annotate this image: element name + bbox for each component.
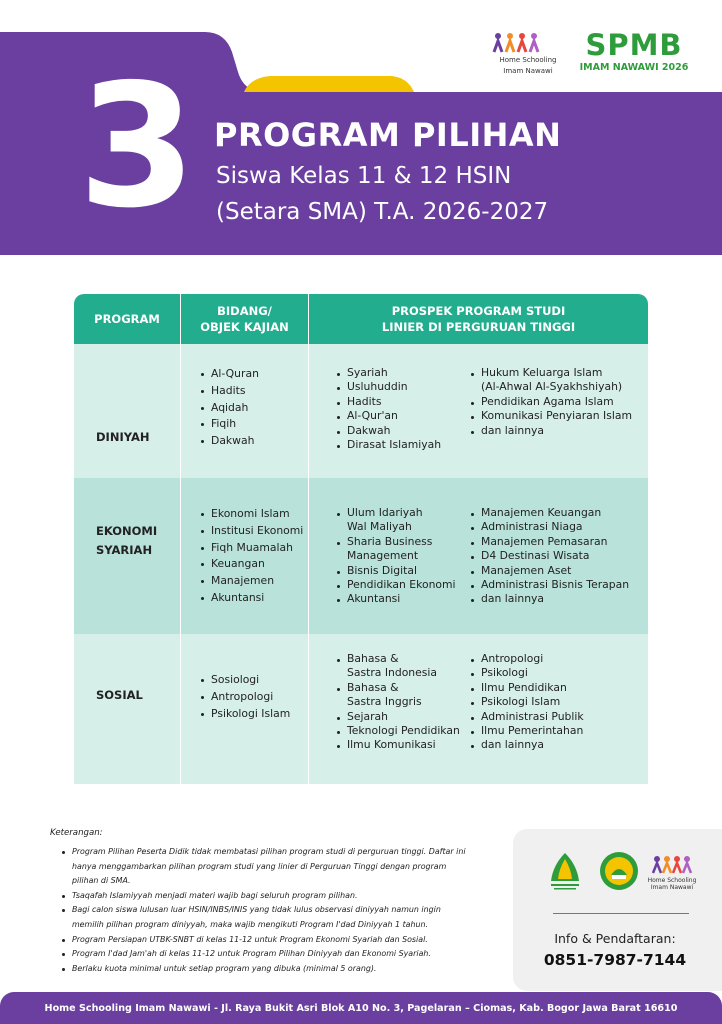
table-header bbox=[74, 294, 648, 344]
prospek-cell bbox=[309, 344, 648, 478]
list-item: Manajemen Pemasaran bbox=[471, 535, 629, 549]
header-prospek-line-1: PROSPEK PROGRAM STUDI bbox=[391, 304, 566, 318]
prospek-cell bbox=[309, 634, 648, 784]
header-bidang-line-1: BIDANG/ bbox=[217, 304, 272, 318]
program-table bbox=[74, 294, 648, 784]
note-item: Program Pilihan Peserta Didik tidak membatasi pilihan program studi di perguruan tinggi. Daftar ini hanya menggambarkan pilihan program studi yang linier di Perguruan Tinggi dengan program pilihan di SMA. bbox=[50, 845, 470, 889]
list-item: Psikologi Islam bbox=[471, 695, 584, 709]
home-schooling-logo bbox=[492, 32, 564, 76]
bidang-list bbox=[201, 366, 308, 450]
list-item: Sharia Business bbox=[337, 535, 471, 549]
list-item: Komunikasi Penyiaran Islam bbox=[471, 409, 632, 423]
list-item: Administrasi Publik bbox=[471, 710, 584, 724]
emblem-logo bbox=[600, 852, 638, 890]
list-item: dan lainnya bbox=[471, 592, 629, 606]
program-name-line-2: SYARIAH bbox=[96, 543, 153, 557]
page-subtitle bbox=[216, 158, 548, 230]
list-item: Ekonomi Islam bbox=[201, 506, 308, 523]
list-item: Syariah bbox=[337, 366, 471, 380]
list-item: Pendidikan Agama Islam bbox=[471, 395, 632, 409]
list-item: Antropologi bbox=[471, 652, 584, 666]
note-item: Program Persiapan UTBK-SNBT di kelas 11-12 untuk Program Ekonomi Syariah dan Sosial. bbox=[50, 933, 470, 948]
list-item: Pendidikan Ekonomi bbox=[337, 578, 471, 592]
header-program: PROGRAM bbox=[74, 294, 181, 344]
page-title: PROGRAM PILIHAN bbox=[214, 116, 562, 154]
list-item: Wal Maliyah bbox=[347, 520, 412, 534]
header-bidang bbox=[181, 294, 309, 344]
notes-label: Keterangan: bbox=[50, 828, 103, 838]
list-item: (Al-Ahwal Al-Syakhshiyah) bbox=[481, 380, 623, 394]
prospek-cell bbox=[309, 478, 648, 634]
subtitle-line-2: (Setara SMA) T.A. 2026-2027 bbox=[216, 199, 549, 225]
subtitle-line-1: Siswa Kelas 11 & 12 HSIN bbox=[216, 163, 512, 189]
program-name: SOSIAL bbox=[96, 688, 143, 702]
list-item: Sastra Inggris bbox=[347, 695, 422, 709]
bidang-cell bbox=[181, 634, 309, 784]
program-name-line-1: EKONOMI bbox=[96, 524, 158, 538]
list-item: Psikologi Islam bbox=[201, 706, 308, 723]
list-item: Al-Qur'an bbox=[337, 409, 471, 423]
list-item: Administrasi Niaga bbox=[471, 520, 629, 534]
list-item: Usluhuddin bbox=[337, 380, 471, 394]
list-item: D4 Destinasi Wisata bbox=[471, 549, 629, 563]
notes-list bbox=[50, 845, 470, 976]
big-number: 3 bbox=[78, 48, 197, 246]
people-icon bbox=[492, 32, 540, 54]
list-item: dan lainnya bbox=[471, 738, 584, 752]
spmb-caption: IMAM NAWAWI 2026 bbox=[579, 62, 689, 73]
bidang-list bbox=[201, 672, 308, 722]
list-item: Manajemen Aset bbox=[471, 564, 629, 578]
list-item: Dirasat Islamiyah bbox=[337, 438, 471, 452]
program-cell bbox=[74, 344, 181, 478]
list-item: Fiqih bbox=[201, 416, 308, 433]
spmb-logo bbox=[576, 30, 692, 73]
list-item: Akuntansi bbox=[337, 592, 471, 606]
svg-text:Home Schooling: Home Schooling bbox=[647, 877, 697, 884]
bidang-cell bbox=[181, 478, 309, 634]
footer-address: Home Schooling Imam Nawawi - Jl. Raya Bukit Asri Blok A10 No. 3, Pagelaran – Ciomas, Kab. Bogor Jawa Barat 16610 bbox=[0, 992, 722, 1024]
program-cell bbox=[74, 478, 181, 634]
notes-section bbox=[50, 828, 470, 976]
brand-caption-2: Imam Nawawi bbox=[503, 67, 553, 75]
list-item: Dakwah bbox=[337, 424, 471, 438]
contact-card bbox=[513, 829, 722, 991]
phone-number[interactable]: 0851-7987-7144 bbox=[543, 951, 687, 969]
brand-caption-1: Home Schooling bbox=[499, 56, 557, 64]
program-cell bbox=[74, 634, 181, 784]
header-bidang-line-2: OBJEK KAJIAN bbox=[200, 320, 289, 334]
bidang-cell bbox=[181, 344, 309, 478]
list-item: Hadits bbox=[201, 383, 308, 400]
list-item: Bahasa & bbox=[337, 681, 471, 695]
list-item: Ilmu Pemerintahan bbox=[471, 724, 584, 738]
table-row-ekonomi-syariah bbox=[74, 478, 648, 634]
prospek-list-left bbox=[337, 366, 471, 478]
note-item: Tsaqafah Islamiyyah menjadi materi wajib bagi seluruh program pilihan. bbox=[50, 889, 470, 904]
prospek-list-right bbox=[471, 652, 584, 784]
list-item: Psikologi bbox=[471, 666, 584, 680]
list-item: Akuntansi bbox=[201, 590, 308, 607]
list-item: Sejarah bbox=[337, 710, 471, 724]
list-item: Administrasi Bisnis Terapan bbox=[471, 578, 629, 592]
list-item: Teknologi Pendidikan bbox=[337, 724, 471, 738]
program-name: DINIYAH bbox=[96, 430, 150, 444]
list-item: Fiqh Muamalah bbox=[201, 540, 308, 557]
note-item: Bagi calon siswa lulusan luar HSIN/INBS/INIS yang tidak lulus observasi diniyyah namun ingin memilih pilihan program diniyyah, maka wajib mengikuti Program I'dad Diniyyah 1 tahun. bbox=[50, 903, 470, 932]
table-row-diniyah bbox=[74, 344, 648, 478]
list-item: Ilmu Komunikasi bbox=[337, 738, 471, 752]
svg-text:Imam Nawawi: Imam Nawawi bbox=[650, 884, 694, 891]
list-item: Bisnis Digital bbox=[337, 564, 471, 578]
list-item: Sosiologi bbox=[201, 672, 308, 689]
header-prospek bbox=[309, 294, 648, 344]
partner-logos bbox=[545, 849, 705, 893]
list-item: Hadits bbox=[337, 395, 471, 409]
list-item: Manajemen Keuangan bbox=[471, 506, 629, 520]
header-prospek-line-2: LINIER DI PERGURUAN TINGGI bbox=[381, 320, 576, 334]
list-item: dan lainnya bbox=[471, 424, 632, 438]
bidang-list bbox=[201, 506, 308, 607]
divider bbox=[553, 913, 689, 914]
note-item: Berlaku kuota minimal untuk setiap program yang dibuka (minimal 5 orang). bbox=[50, 962, 470, 977]
list-item: Keuangan bbox=[201, 556, 308, 573]
list-item: Hukum Keluarga Islam bbox=[471, 366, 632, 380]
note-item: Program I'dad Jam'ah di kelas 11-12 untuk Program Pilihan Diniyyah dan Ekonomi Syariah. bbox=[50, 947, 470, 962]
list-item: Dakwah bbox=[201, 433, 308, 450]
table-row-sosial bbox=[74, 634, 648, 784]
list-item: Sastra Indonesia bbox=[347, 666, 438, 680]
list-item: Bahasa & bbox=[337, 652, 471, 666]
prospek-list-left bbox=[337, 506, 471, 634]
list-item: Ilmu Pendidikan bbox=[471, 681, 584, 695]
list-item: Institusi Ekonomi bbox=[201, 523, 308, 540]
yayasan-logo bbox=[551, 853, 579, 890]
prospek-list-right bbox=[471, 506, 629, 634]
spmb-word: SPMB bbox=[585, 28, 683, 62]
list-item: Ulum Idariyah bbox=[337, 506, 471, 520]
list-item: Management bbox=[347, 549, 419, 563]
list-item: Antropologi bbox=[201, 689, 308, 706]
list-item: Manajemen bbox=[201, 573, 308, 590]
list-item: Al-Quran bbox=[201, 366, 308, 383]
info-label: Info & Pendaftaran: bbox=[554, 931, 676, 946]
prospek-list-left bbox=[337, 652, 471, 784]
people-icon bbox=[648, 856, 697, 891]
list-item: Aqidah bbox=[201, 400, 308, 417]
prospek-list-right bbox=[471, 366, 632, 478]
